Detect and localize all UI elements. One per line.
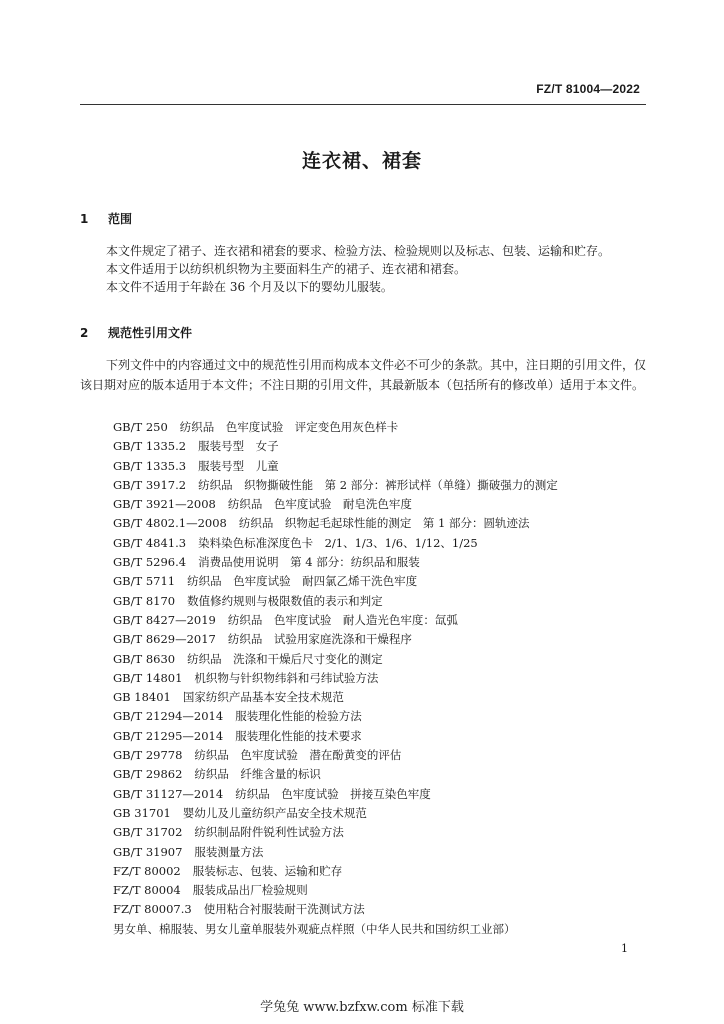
list-item: FZ/T 80004 服装成品出厂检验规则	[113, 883, 308, 898]
paragraph: 下列文件中的内容通过文中的规范性引用而构成本文件必不可少的条款。其中，注日期的引用文件，仅该日期对应的版本适用于本文件；不注日期的引用文件，其最新版本（包括所有的修改单）适用于本文件。	[80, 358, 647, 392]
list-item: GB 18401 国家纺织产品基本安全技术规范	[113, 690, 344, 705]
paragraph: 本文件不适用于年龄在 36 个月及以下的婴幼儿服装。	[106, 280, 393, 294]
list-item: GB/T 3917.2 纺织品 织物撕破性能 第 2 部分：裤形试样（单缝）撕破强力的测定	[113, 477, 558, 492]
list-item: GB/T 31127—2014 纺织品 色牢度试验 拼接互染色牢度	[113, 786, 431, 801]
list-item: GB/T 5296.4 消费品使用说明 第 4 部分：纺织品和服装	[113, 555, 420, 570]
list-item: GB/T 3921—2008 纺织品 色牢度试验 耐皂洗色牢度	[113, 497, 412, 512]
list-item: GB/T 8427—2019 纺织品 色牢度试验 耐人造光色牢度：氙弧	[113, 612, 458, 627]
header-rule	[80, 104, 646, 105]
paragraph: 本文件适用于以纺织机织物为主要面料生产的裙子、连衣裙和裙套。	[106, 262, 467, 276]
section-1-heading	[80, 210, 132, 227]
standard-code: FZ/T 81004—2022	[536, 82, 640, 96]
list-item: GB/T 8630 纺织品 洗涤和干燥后尺寸变化的测定	[113, 651, 383, 666]
list-item: GB/T 4802.1—2008 纺织品 织物起毛起球性能的测定 第 1 部分：圆轨迹法	[113, 516, 530, 531]
list-item: GB/T 1335.3 服装号型 儿童	[113, 458, 279, 473]
section-2-intro	[80, 356, 646, 395]
list-item: GB/T 21294—2014 服装理化性能的检验方法	[113, 709, 362, 724]
section-1-title: 范围	[108, 212, 133, 226]
section-1-body	[80, 242, 646, 296]
list-item: GB 31701 婴幼儿及儿童纺织产品安全技术规范	[113, 805, 367, 820]
section-2-heading	[80, 324, 192, 341]
list-item: FZ/T 80002 服装标志、包装、运输和贮存	[113, 863, 343, 878]
list-item: GB/T 5711 纺织品 色牢度试验 耐四氯乙烯干洗色牢度	[113, 574, 418, 589]
paragraph: 本文件规定了裙子、连衣裙和裙套的要求、检验方法、检验规则以及标志、包装、运输和贮存。	[106, 244, 611, 258]
list-item: FZ/T 80007.3 使用粘合衬服装耐干洗测试方法	[113, 902, 365, 917]
list-item: GB/T 250 纺织品 色牢度试验 评定变色用灰色样卡	[113, 420, 399, 434]
page-number: 1	[621, 942, 628, 955]
section-2-number: 2	[80, 326, 89, 340]
list-item: GB/T 31907 服装测量方法	[113, 844, 264, 859]
list-item: GB/T 14801 机织物与针织物纬斜和弓纬试验方法	[113, 670, 379, 685]
list-item: GB/T 21295—2014 服装理化性能的技术要求	[113, 728, 362, 743]
list-item: GB/T 29778 纺织品 色牢度试验 潜在酚黄变的评估	[113, 748, 402, 763]
reference-list	[113, 418, 653, 939]
list-item: GB/T 31702 纺织制品附件锐利性试验方法	[113, 825, 344, 840]
list-item: GB/T 8170 数值修约规则与极限数值的表示和判定	[113, 593, 383, 608]
list-item: GB/T 29862 纺织品 纤维含量的标识	[113, 767, 321, 782]
document-title: 连衣裙、裙套	[301, 150, 422, 172]
list-item: GB/T 1335.2 服装号型 女子	[113, 439, 279, 454]
section-2-title: 规范性引用文件	[108, 326, 193, 340]
footer-watermark: 学兔兔 www.bzfxw.com 标准下载	[260, 1000, 464, 1015]
list-item: GB/T 4841.3 染料染色标准深度色卡 2/1、1/3、1/6、1/12、1/25	[113, 535, 478, 550]
list-item: 男女单、棉服装、男女儿童单服装外观疵点样照（中华人民共和国纺织工业部）	[113, 921, 516, 936]
section-1-number: 1	[80, 212, 89, 226]
list-item: GB/T 8629—2017 纺织品 试验用家庭洗涤和干燥程序	[113, 632, 412, 647]
